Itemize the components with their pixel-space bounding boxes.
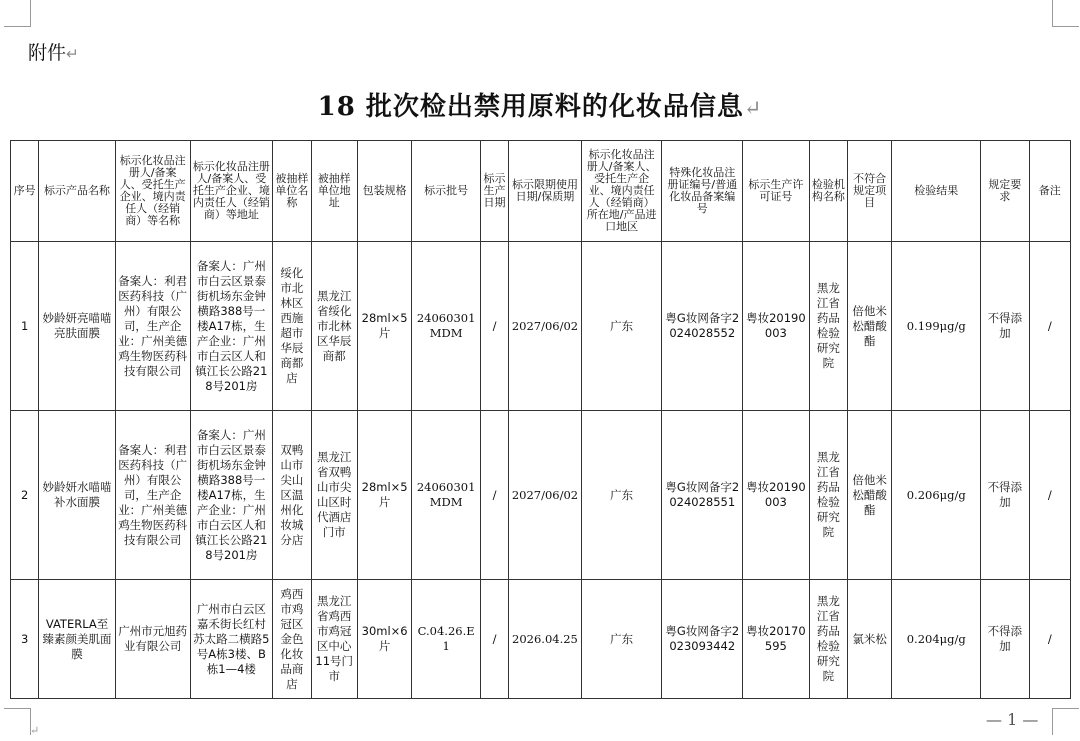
crop-mark-top-right bbox=[1052, 0, 1079, 27]
cell-result: 0.204μg/g bbox=[892, 580, 981, 699]
attachment-label: 附件↵ bbox=[28, 42, 79, 64]
cell-remark: / bbox=[1029, 580, 1070, 699]
cell-requirement: 不得添加 bbox=[981, 580, 1029, 699]
cell-product: 妙龄妍亮喵喵亮肤面膜 bbox=[39, 242, 116, 411]
cell-item: 倍他米松醋酸酯 bbox=[847, 411, 891, 580]
cell-registrant: 广州市元旭药业有限公司 bbox=[115, 580, 190, 699]
cell-production-date: / bbox=[480, 580, 508, 699]
cell-registration-number: 粤G妆网备字2024028552 bbox=[662, 242, 743, 411]
cell-sampled-address: 黑龙江省鸡西市鸡冠区中心11号门市 bbox=[311, 580, 357, 699]
cell-production-date: / bbox=[480, 242, 508, 411]
cell-registration-number: 粤G妆网备字2024028551 bbox=[662, 411, 743, 580]
cell-license: 粤妆20170595 bbox=[743, 580, 810, 699]
cell-registrant-address: 备案人：广州市白云区景泰街机场东金钟横路388号一楼A17栋，生产企业：广州市白云区人和镇江长公路218号201房 bbox=[190, 242, 273, 411]
cell-registrant-address: 广州市白云区嘉禾街长红村苏太路二横路5号A栋3楼、B栋1—4楼 bbox=[190, 580, 273, 699]
cell-registration-number: 粤G妆网备字2023093442 bbox=[662, 580, 743, 699]
header-item: 不符合规定项目 bbox=[847, 141, 891, 242]
cell-license: 粤妆20190003 bbox=[743, 242, 810, 411]
cell-batch: 24060301MDM bbox=[412, 411, 481, 580]
cell-sampled-unit: 鸡西市鸡冠区金色化妆品商店 bbox=[273, 580, 311, 699]
header-license: 标示生产许可证号 bbox=[743, 141, 810, 242]
table-row bbox=[11, 580, 1071, 699]
cell-result: 0.199μg/g bbox=[892, 242, 981, 411]
cell-spec: 30ml×6片 bbox=[357, 580, 411, 699]
crop-mark-bottom-left bbox=[4, 708, 31, 735]
cell-product: VATERLA至臻素颜美肌面膜 bbox=[39, 580, 116, 699]
cell-lab: 黑龙江省药品检验研究院 bbox=[809, 242, 847, 411]
cell-requirement: 不得添加 bbox=[981, 411, 1029, 580]
header-sampled-address: 被抽样单位地址 bbox=[311, 141, 357, 242]
page-title: 18 批次检出禁用原料的化妆品信息↵ bbox=[317, 92, 763, 122]
cell-seq: 2 bbox=[11, 411, 39, 580]
cell-origin: 广东 bbox=[581, 242, 662, 411]
header-registrant: 标示化妆品注册人/备案人、受托生产企业、境内责任人（经销商）等名称 bbox=[115, 141, 190, 242]
paragraph-mark: ↵ bbox=[743, 96, 763, 120]
cell-registrant: 备案人：利君医药科技（广州）有限公司，生产企业：广州美德鸡生物医药科技有限公司 bbox=[115, 411, 190, 580]
cell-license: 粤妆20190003 bbox=[743, 411, 810, 580]
table-row bbox=[11, 242, 1071, 411]
cell-result: 0.206μg/g bbox=[892, 411, 981, 580]
cell-seq: 3 bbox=[11, 580, 39, 699]
cell-product: 妙龄妍水喵喵补水面膜 bbox=[39, 411, 116, 580]
header-spec: 包装规格 bbox=[357, 141, 411, 242]
header-sampled-unit: 被抽样单位名称 bbox=[273, 141, 311, 242]
cell-lab: 黑龙江省药品检验研究院 bbox=[809, 580, 847, 699]
cell-expiry: 2027/06/02 bbox=[509, 242, 582, 411]
cell-requirement: 不得添加 bbox=[981, 242, 1029, 411]
cell-sampled-address: 黑龙江省绥化市北林区华辰商都 bbox=[311, 242, 357, 411]
cell-spec: 28ml×5片 bbox=[357, 411, 411, 580]
header-production-date: 标示生产日期 bbox=[480, 141, 508, 242]
cell-expiry: 2027/06/02 bbox=[509, 411, 582, 580]
cell-spec: 28ml×5片 bbox=[357, 242, 411, 411]
cell-remark: / bbox=[1029, 242, 1070, 411]
cosmetics-info-table bbox=[10, 140, 1071, 699]
crop-mark-bottom-right bbox=[1052, 708, 1079, 735]
header-remark: 备注 bbox=[1029, 141, 1070, 242]
cell-expiry: 2026.04.25 bbox=[509, 580, 582, 699]
page-number: — 1 — bbox=[986, 710, 1039, 729]
cell-production-date: / bbox=[480, 411, 508, 580]
cell-seq: 1 bbox=[11, 242, 39, 411]
paragraph-mark: ↵ bbox=[30, 724, 40, 737]
header-registrant-address: 标示化妆品注册人/备案人、受托生产企业、境内责任人（经销商）等地址 bbox=[190, 141, 273, 242]
cell-sampled-unit: 绥化市北林区西施超市华辰商都店 bbox=[273, 242, 311, 411]
table-row bbox=[11, 411, 1071, 580]
cell-registrant: 备案人：利君医药科技（广州）有限公司，生产企业：广州美德鸡生物医药科技有限公司 bbox=[115, 242, 190, 411]
header-expiry: 标示限期使用日期/保质期 bbox=[509, 141, 582, 242]
cell-remark: / bbox=[1029, 411, 1070, 580]
cell-origin: 广东 bbox=[581, 580, 662, 699]
cell-lab: 黑龙江省药品检验研究院 bbox=[809, 411, 847, 580]
header-batch: 标示批号 bbox=[412, 141, 481, 242]
header-product: 标示产品名称 bbox=[39, 141, 116, 242]
header-registration-number: 特殊化妆品注册证编号/普通化妆品备案编号 bbox=[662, 141, 743, 242]
table-header-row bbox=[11, 141, 1071, 242]
cell-sampled-unit: 双鸭山市尖山区温州化妆城分店 bbox=[273, 411, 311, 580]
cell-item: 氯米松 bbox=[847, 580, 891, 699]
cell-sampled-address: 黑龙江省双鸭山市尖山区时代酒店门市 bbox=[311, 411, 357, 580]
cell-registrant-address: 备案人：广州市白云区景泰街机场东金钟横路388号一楼A17栋，生产企业：广州市白云区人和镇江长公路218号201房 bbox=[190, 411, 273, 580]
header-result: 检验结果 bbox=[892, 141, 981, 242]
header-origin: 标示化妆品注册人/备案人、受托生产企业、境内责任人（经销商）所在地/产品进口地区 bbox=[581, 141, 662, 242]
cell-item: 倍他米松醋酸酯 bbox=[847, 242, 891, 411]
cell-batch: 24060301MDM bbox=[412, 242, 481, 411]
crop-mark-top-left bbox=[4, 0, 31, 27]
header-seq: 序号 bbox=[11, 141, 39, 242]
paragraph-mark: ↵ bbox=[66, 45, 79, 63]
cell-batch: C.04.26.E1 bbox=[412, 580, 481, 699]
cell-origin: 广东 bbox=[581, 411, 662, 580]
header-requirement: 规定要求 bbox=[981, 141, 1029, 242]
header-lab: 检验机构名称 bbox=[809, 141, 847, 242]
